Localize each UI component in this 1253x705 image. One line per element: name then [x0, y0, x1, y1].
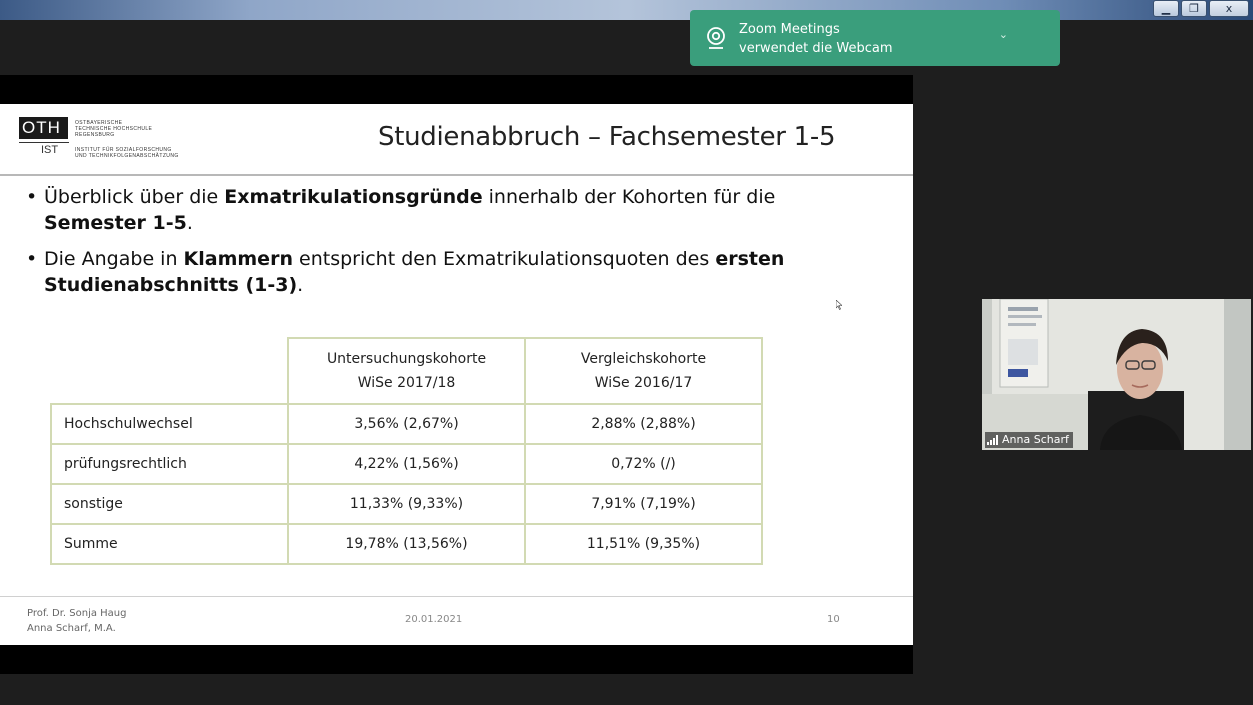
- minimize-button[interactable]: [1153, 0, 1179, 17]
- table-cell: 4,22% (1,56%): [288, 444, 525, 484]
- participant-name-label: [985, 432, 1073, 448]
- close-button[interactable]: [1209, 0, 1249, 17]
- table-corner: [51, 338, 288, 404]
- oth-logo: [19, 114, 199, 166]
- table-cell: 11,33% (9,33%): [288, 484, 525, 524]
- table-row: [51, 444, 762, 484]
- footer-author-2: Anna Scharf, M.A.: [27, 623, 116, 634]
- participant-video[interactable]: [982, 299, 1251, 450]
- table-cell: 0,72% (/): [525, 444, 762, 484]
- table-row: [51, 484, 762, 524]
- presentation-slide: [0, 104, 913, 645]
- footer-author-1: Prof. Dr. Sonja Haug: [27, 608, 127, 619]
- footer-date: 20.01.2021: [405, 614, 463, 625]
- webcam-notification[interactable]: [690, 10, 1060, 66]
- mouse-cursor-icon: [836, 300, 842, 310]
- table-cell: 2,88% (2,88%): [525, 404, 762, 444]
- logo-text-2: TECHNISCHE HOCHSCHULE: [75, 126, 153, 132]
- footer-divider: [0, 596, 913, 597]
- logo-text-1: OSTBAYERISCHE: [75, 120, 123, 126]
- column-header: Vergleichskohorte WiSe 2016/17: [525, 338, 762, 404]
- restore-button[interactable]: [1181, 0, 1207, 17]
- notification-message: verwendet die Webcam: [739, 41, 893, 56]
- bullet-item: • Die Angabe in Klammern entspricht den Exmatrikulationsquoten des ersten Studienabschnitts (1-3).: [26, 246, 806, 298]
- row-label: prüfungsrechtlich: [51, 444, 288, 484]
- logo-text-4: INSTITUT FÜR SOZIALFORSCHUNG: [75, 147, 172, 153]
- table-cell: 3,56% (2,67%): [288, 404, 525, 444]
- page-number: 10: [827, 614, 840, 625]
- notification-title: Zoom Meetings: [739, 22, 840, 37]
- webcam-icon: [704, 26, 728, 50]
- bullet-item: • Überblick über die Exmatrikulationsgründe innerhalb der Kohorten für die Semester 1-5.: [26, 184, 806, 236]
- row-label: Hochschulwechsel: [51, 404, 288, 444]
- close-icon: x: [1225, 2, 1233, 15]
- dropout-table: [50, 337, 763, 565]
- window-controls: [1153, 0, 1249, 18]
- table-header-row: [51, 338, 762, 404]
- table-row: [51, 404, 762, 444]
- slide-title: Studienabbruch – Fachsemester 1-5: [378, 122, 836, 152]
- logo-text-3: REGENSBURG: [75, 132, 115, 138]
- table-row: [51, 524, 762, 564]
- logo-sub: IST: [41, 144, 59, 156]
- title-bar: [0, 0, 1253, 20]
- table-cell: 7,91% (7,19%): [525, 484, 762, 524]
- notification-text: [739, 20, 893, 58]
- logo-text-5: UND TECHNIKFOLGENABSCHÄTZUNG: [75, 153, 179, 159]
- restore-icon: ❐: [1189, 2, 1199, 15]
- row-label: Summe: [51, 524, 288, 564]
- signal-bars-icon: [987, 435, 998, 445]
- participant-name: Anna Scharf: [1002, 433, 1069, 446]
- logo-main: OTH: [19, 117, 68, 139]
- bullet-list: [26, 184, 806, 308]
- footer-authors: [27, 606, 127, 636]
- table-cell: 11,51% (9,35%): [525, 524, 762, 564]
- minimize-icon: ▁: [1161, 2, 1171, 15]
- column-header: Untersuchungskohorte WiSe 2017/18: [288, 338, 525, 404]
- chevron-down-icon[interactable]: ⌄: [998, 28, 1008, 41]
- header-divider: [0, 174, 913, 176]
- table-cell: 19,78% (13,56%): [288, 524, 525, 564]
- video-frame: [982, 299, 1251, 450]
- row-label: sonstige: [51, 484, 288, 524]
